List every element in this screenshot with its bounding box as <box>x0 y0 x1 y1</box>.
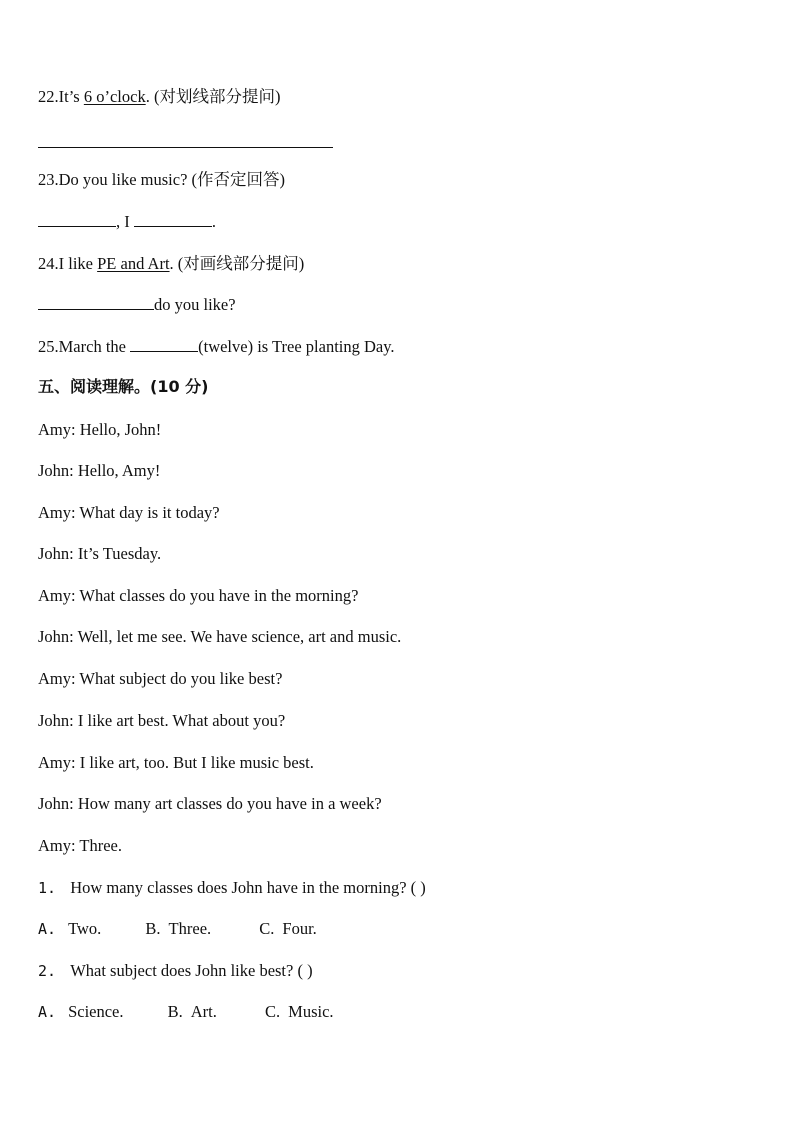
comprehension-question-1 <box>38 878 426 898</box>
question-number: 24. <box>38 254 59 273</box>
dialogue-line: Amy: What day is it today? <box>38 503 220 522</box>
comprehension-question-2 <box>38 961 313 981</box>
dialogue-line: Amy: What classes do you have in the morning? <box>38 586 359 605</box>
underlined-phrase: 6 o’clock <box>83 87 146 106</box>
question-text: (twelve) is Tree planting Day. <box>198 337 395 356</box>
dialogue-line: John: How many art classes do you have in a week? <box>38 794 382 813</box>
dialogue-line: Amy: Three. <box>38 836 123 855</box>
answer-blank[interactable] <box>38 295 154 310</box>
option-c[interactable]: C. Music. <box>265 1002 334 1021</box>
answer-text: do you like? <box>154 295 236 314</box>
question-number: 2. <box>38 962 57 980</box>
answer-text: . <box>211 212 216 231</box>
instruction-text: . (对划线部分提问) <box>145 87 281 106</box>
option-b[interactable]: B. Art. <box>167 1002 217 1021</box>
question-22 <box>38 87 280 107</box>
dialogue-line: John: I like art best. What about you? <box>38 711 286 730</box>
dialogue-line: John: Hello, Amy! <box>38 461 161 480</box>
question-23 <box>38 170 285 190</box>
question-text: I like <box>58 254 98 273</box>
question-text: March the <box>58 337 131 356</box>
dialogue-line: Amy: What subject do you like best? <box>38 669 283 688</box>
instruction-text: . (对画线部分提问) <box>169 254 305 273</box>
answer-line[interactable] <box>38 147 333 148</box>
answer-text: , I <box>116 212 134 231</box>
option-c[interactable]: C. Four. <box>259 919 317 938</box>
question-text: It’s <box>58 87 84 106</box>
question-24 <box>38 254 304 274</box>
question-25 <box>38 337 395 357</box>
question-text: How many classes does John have in the morning? ( ) <box>70 878 426 897</box>
question-text: Do you like music? (作否定回答) <box>58 170 286 189</box>
answer-blank[interactable] <box>38 212 116 227</box>
section-heading: 五、阅读理解。(10 分) <box>38 377 209 396</box>
dialogue-line: Amy: I like art, too. But I like music best. <box>38 753 314 772</box>
options-row <box>38 919 317 939</box>
dialogue-line: Amy: Hello, John! <box>38 420 162 439</box>
options-row <box>38 1002 334 1022</box>
option-a[interactable]: A. Science. <box>38 1002 124 1021</box>
question-text: What subject does John like best? ( ) <box>70 961 313 980</box>
answer-blank[interactable] <box>134 212 212 227</box>
answer-blank[interactable] <box>130 337 198 352</box>
dialogue-line: John: Well, let me see. We have science, art and music. <box>38 627 402 646</box>
question-number: 23. <box>38 170 59 189</box>
option-a[interactable]: A. Two. <box>38 919 102 938</box>
answer-23 <box>38 212 216 232</box>
dialogue-line: John: It’s Tuesday. <box>38 544 162 563</box>
question-number: 22. <box>38 87 59 106</box>
answer-24 <box>38 295 236 315</box>
underlined-phrase: PE and Art <box>97 254 170 273</box>
option-b[interactable]: B. Three. <box>145 919 212 938</box>
question-number: 1. <box>38 879 57 897</box>
question-number: 25. <box>38 337 59 356</box>
